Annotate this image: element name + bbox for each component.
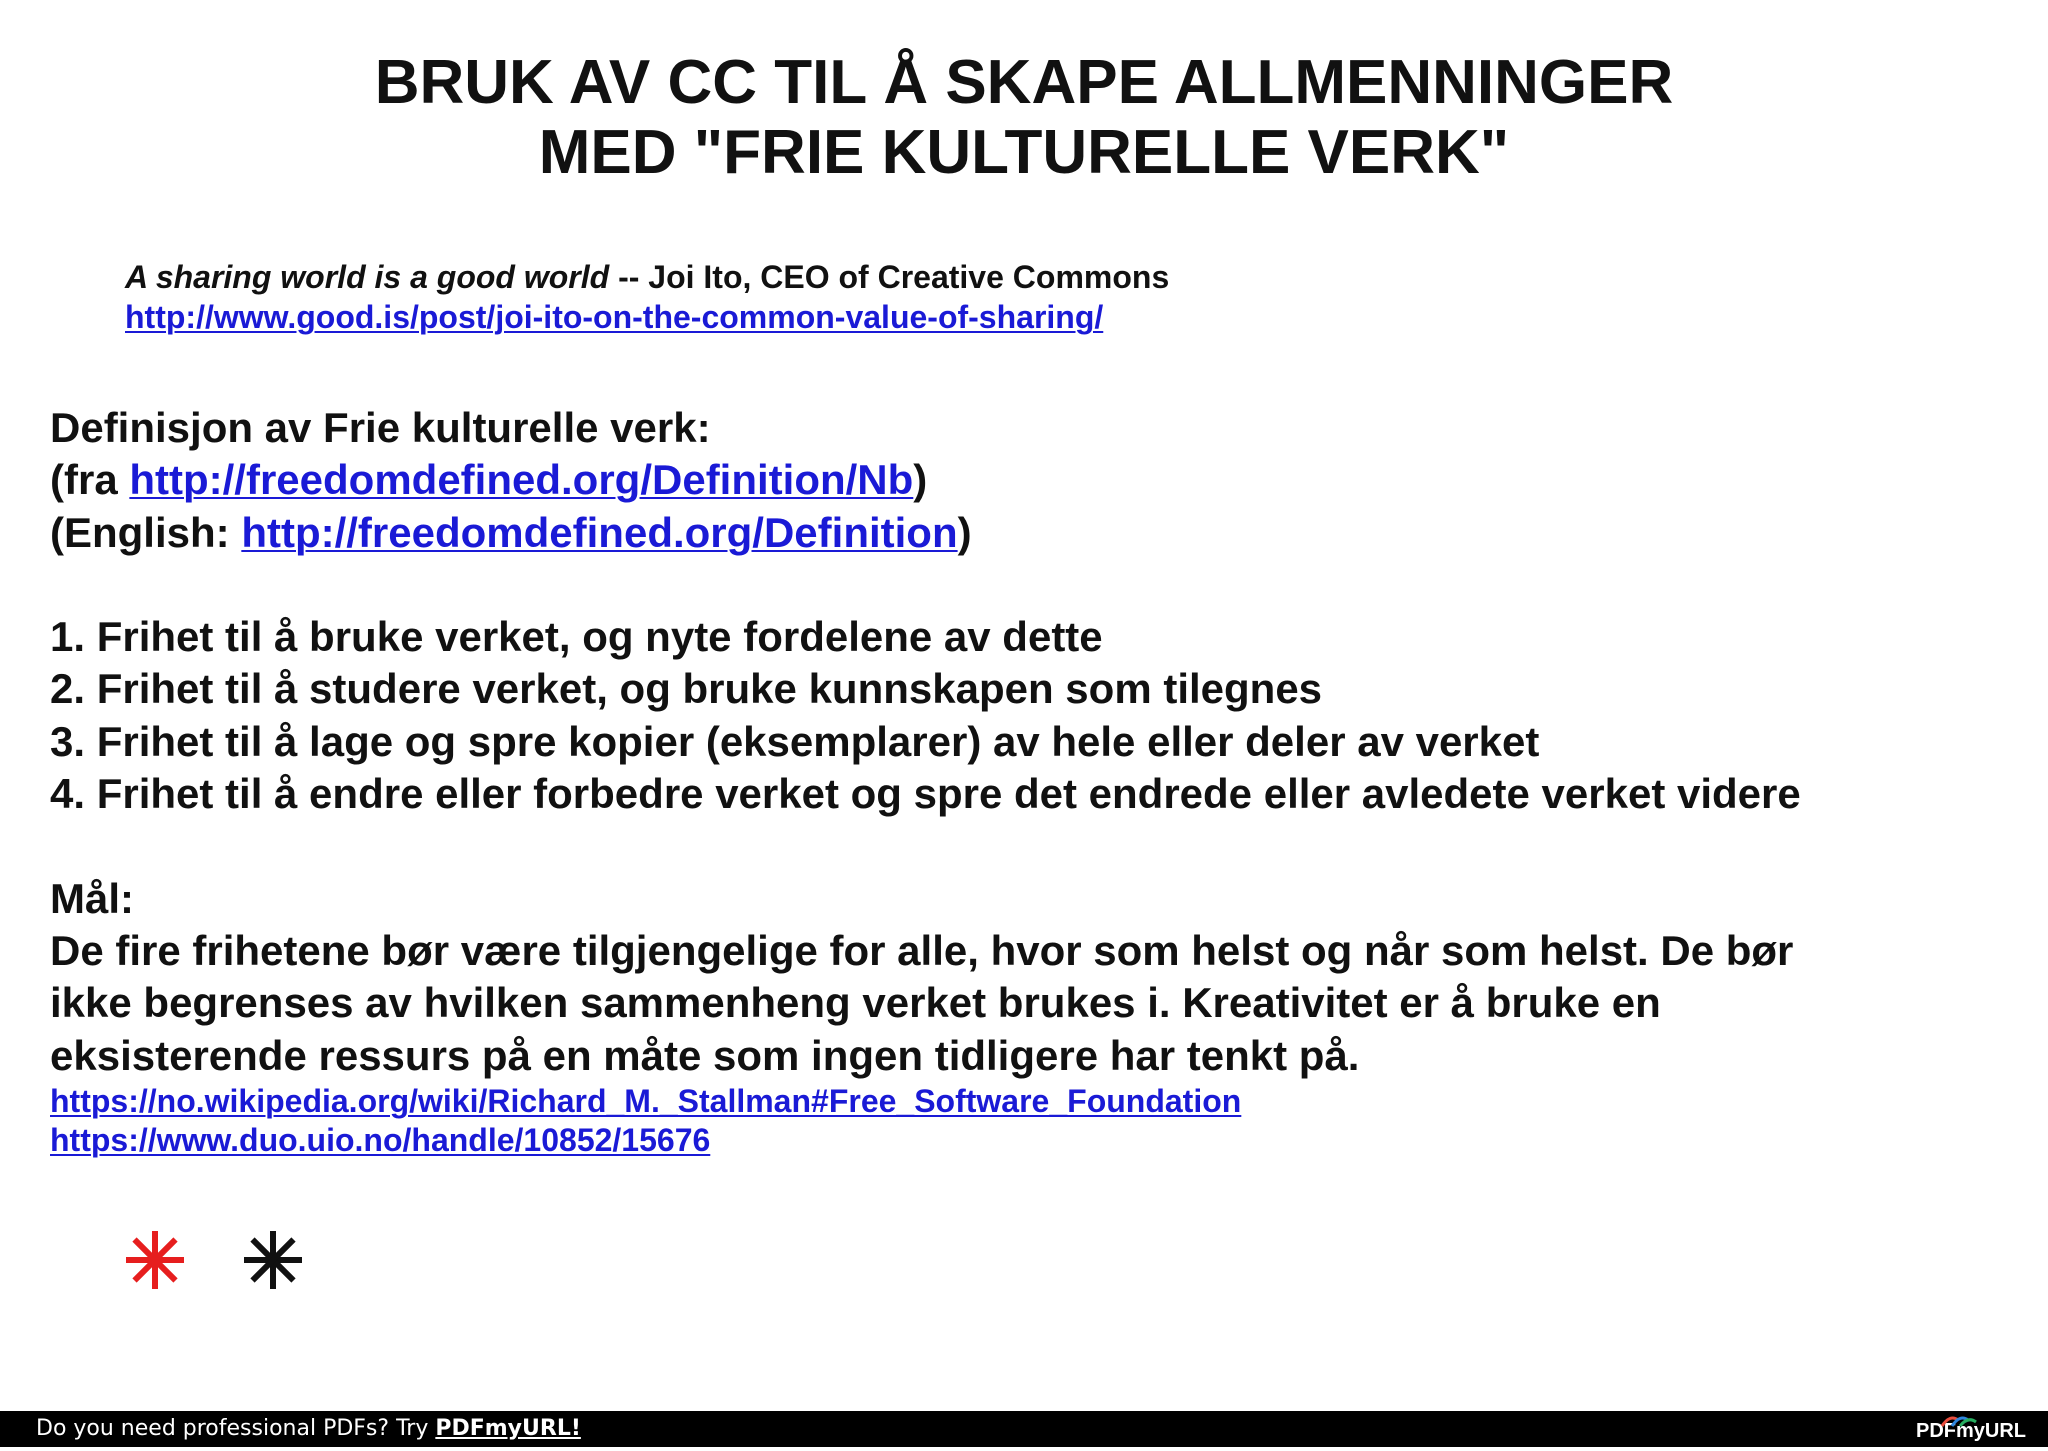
goal-text-line: De fire frihetene bør være tilgjengelige for alle, hvor som helst og når som helst. De bør: [50, 926, 1794, 974]
definition-source-line: (fra http://freedomdefined.org/Definition/Nb): [50, 456, 928, 504]
red-asterisk-icon: [120, 1225, 190, 1295]
goal-links: [50, 1082, 1801, 1160]
definition-heading: Definisjon av Frie kulturelle verk:: [50, 404, 711, 451]
goal-text-line: ikke begrenses av hvilken sammenheng verket brukes i. Kreativitet er å bruke en: [50, 979, 1661, 1027]
duo-link[interactable]: https://www.duo.uio.no/handle/10852/15676: [50, 1121, 711, 1158]
footer-banner: [0, 1411, 2048, 1447]
definition-english-line: (English: http://freedomdefined.org/Definition): [50, 508, 972, 556]
goal-heading: Mål:: [50, 874, 134, 922]
wikipedia-link[interactable]: https://no.wikipedia.org/wiki/Richard_M._Stallman#Free_Software_Foundation: [50, 1082, 1242, 1119]
footer-text: Do you need professional PDFs? Try PDFmyURL!: [36, 1416, 581, 1441]
definition-english-link[interactable]: http://freedomdefined.org/Definition: [241, 508, 958, 556]
quote-line: [125, 257, 1169, 297]
page-title: [0, 48, 2048, 188]
title-line-1: BRUK AV CC TIL Å SKAPE ALLMENNINGER: [374, 48, 1674, 117]
freedom-item: 1. Frihet til å bruke verket, og nyte fordelene av dette: [50, 613, 1103, 661]
spacer: [50, 820, 1801, 872]
spacer: [50, 559, 1801, 611]
logo-text: PDFmyURL: [1915, 1420, 2026, 1442]
quote-attribution: -- Joi Ito, CEO of Creative Commons: [609, 259, 1170, 295]
black-asterisk-icon: [238, 1225, 308, 1295]
quote-block: [125, 257, 1169, 337]
definition-nb-link[interactable]: http://freedomdefined.org/Definition/Nb: [129, 456, 914, 504]
logo-swirl-icon: [1938, 1414, 1978, 1428]
pdfmyurl-link[interactable]: PDFmyURL!: [435, 1416, 581, 1441]
quote-text: A sharing world is a good world: [125, 259, 610, 295]
freedom-item: 4. Frihet til å endre eller forbedre verket og spre det endrede eller avledete verket videre: [50, 770, 1801, 818]
quote-link[interactable]: http://www.good.is/post/joi-ito-on-the-common-value-of-sharing/: [125, 299, 1104, 335]
freedom-item: 2. Frihet til å studere verket, og bruke kunnskapen som tilegnes: [50, 665, 1323, 713]
goal-text-line: eksisterende ressurs på en måte som ingen tidligere har tenkt på.: [50, 1031, 1360, 1079]
title-line-2: MED "FRIE KULTURELLE VERK": [538, 118, 1510, 187]
main-content: [50, 402, 1801, 1160]
freedom-item: 3. Frihet til å lage og spre kopier (eksemplarer) av hele eller deler av verket: [50, 717, 1540, 765]
pdfmyurl-logo[interactable]: [1916, 1411, 2026, 1447]
